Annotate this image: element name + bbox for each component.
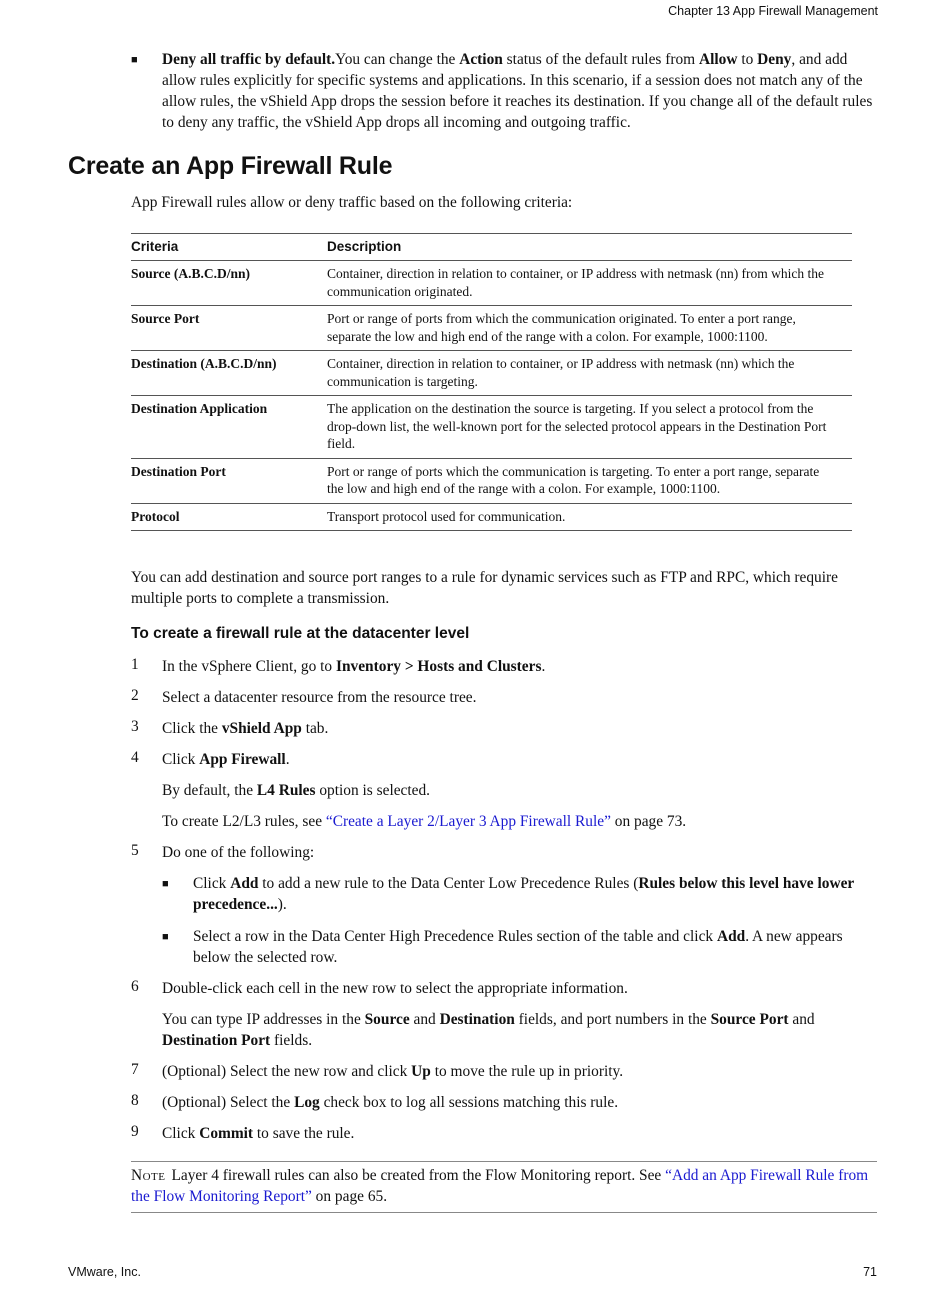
port-ranges-paragraph: You can add destination and source port ranges to a rule for dynamic services such as FTP and RPC, which require multiple ports to complete a transmission.	[131, 569, 838, 607]
step-5-option-a	[193, 873, 883, 915]
text-run: Select a row in the Data Center High Precedence Rules section of the table and click	[193, 928, 717, 945]
ui-term: L4 Rules	[256, 782, 316, 799]
text-run: Click	[162, 751, 200, 768]
text-run: Click	[162, 1125, 200, 1142]
text-run: In the vSphere Client, go to	[162, 658, 336, 675]
description-cell: Port or range of ports from which the communication originated. To enter a port range, separate the low and high end of the range with a colon. For example, 1000:1100.	[327, 306, 852, 351]
text-run: fields.	[270, 1032, 313, 1049]
ui-term: Allow	[699, 51, 738, 68]
ui-term: Add	[230, 875, 259, 892]
text-run: and	[788, 1011, 815, 1028]
step-6: Double-click each cell in the new row to select the appropriate information.	[162, 980, 628, 997]
column-header-criteria: Criteria	[131, 234, 327, 261]
step-3	[162, 718, 882, 739]
step-5: Do one of the following:	[162, 844, 315, 861]
ui-term: Add	[716, 928, 746, 945]
step-number: 1	[131, 656, 139, 673]
bullet-square-icon: ■	[131, 54, 138, 66]
step-4-result	[162, 780, 882, 801]
page-number: 71	[863, 1265, 877, 1279]
flow-monitoring-link[interactable]: “Add an App Firewall Rule from the Flow Monitoring Report”	[131, 1167, 869, 1205]
footer-company: VMware, Inc.	[68, 1265, 141, 1279]
table-row	[131, 306, 852, 351]
criteria-cell: Source (A.B.C.D/nn)	[131, 261, 327, 306]
text-run: . A new appears below the selected row.	[193, 928, 843, 966]
text-run: To create L2/L3 rules, see	[162, 813, 326, 830]
text-run: .	[285, 751, 290, 768]
ui-term: Destination	[439, 1011, 515, 1028]
ui-term: Rules below this level have lower precedence...	[193, 875, 854, 913]
note-box	[131, 1161, 877, 1213]
step-number: 9	[131, 1123, 139, 1140]
text-run: (Optional) Select the	[162, 1094, 295, 1111]
ui-term: vShield App	[221, 720, 302, 737]
table-row	[131, 503, 852, 531]
step-number: 7	[131, 1061, 139, 1078]
criteria-table	[131, 233, 852, 531]
description-cell: Port or range of ports which the communication is targeting. To enter a port range, separate the low and high end of the range with a colon. For example, 1000:1100.	[327, 458, 852, 503]
text-run: By default, the	[162, 782, 257, 799]
step-6-detail	[162, 1009, 882, 1051]
ui-term: Inventory > Hosts and Clusters	[335, 658, 542, 675]
text-run: Click	[193, 875, 231, 892]
text-run: Layer 4 firewall rules can also be created from the Flow Monitoring report. See	[171, 1167, 666, 1184]
table-header-row	[131, 234, 852, 261]
table-row	[131, 261, 852, 306]
table-row	[131, 396, 852, 459]
step-4-crossref	[162, 811, 882, 832]
deny-all-bullet	[162, 49, 882, 133]
criteria-cell: Destination (A.B.C.D/nn)	[131, 351, 327, 396]
text-run: and	[409, 1011, 440, 1028]
text-run: to	[737, 51, 758, 68]
description-cell: Container, direction in relation to container, or IP address with netmask (nn) which the communication is targeting.	[327, 351, 852, 396]
step-number: 6	[131, 978, 139, 995]
step-number: 8	[131, 1092, 139, 1109]
procedure-title: To create a firewall rule at the datacenter level	[131, 625, 470, 642]
text-run: to add a new rule to the Data Center Low Precedence Rules (	[258, 875, 639, 892]
text-run: fields, and port numbers in the	[514, 1011, 711, 1028]
text-run: check box to log all sessions matching this rule.	[319, 1094, 619, 1111]
step-number: 5	[131, 842, 139, 859]
criteria-cell: Source Port	[131, 306, 327, 351]
text-run: (Optional) Select the new row and click	[162, 1063, 412, 1080]
section-intro: App Firewall rules allow or deny traffic based on the following criteria:	[131, 194, 573, 211]
description-cell: Container, direction in relation to container, or IP address with netmask (nn) from which the communication originated.	[327, 261, 852, 306]
step-8	[162, 1092, 882, 1113]
table-row	[131, 351, 852, 396]
description-cell: The application on the destination the source is targeting. If you select a protocol from the drop-down list, the well-known port for the selected protocol appears in the Destination Port field.	[327, 396, 852, 459]
criteria-cell: Destination Port	[131, 458, 327, 503]
text-run: status of the default rules from	[502, 51, 700, 68]
step-1	[162, 656, 882, 677]
text-run: tab.	[301, 720, 329, 737]
step-number: 2	[131, 687, 139, 704]
text-run: to move the rule up in priority.	[430, 1063, 624, 1080]
bullet-square-icon: ■	[162, 878, 169, 890]
text-run: You can type IP addresses in the	[162, 1011, 365, 1028]
step-5-option-b	[193, 926, 883, 968]
ui-term: Deny	[757, 51, 792, 68]
text-run: You can change the	[335, 51, 460, 68]
text-run: , and add allow rules explicitly for specific systems and applications. In this scenario, if a session does not match any of the allow rules, the vShield App drops the session before it reaches its destination. If you change all of the default rules to deny any traffic, the vShield App drops all incoming and outgoing traffic.	[162, 51, 873, 131]
ui-term: Commit	[199, 1125, 254, 1142]
ui-term: Source Port	[710, 1011, 789, 1028]
step-number: 3	[131, 718, 139, 735]
layer2-rule-link[interactable]: “Create a Layer 2/Layer 3 App Firewall Rule”	[325, 813, 611, 830]
criteria-cell: Destination Application	[131, 396, 327, 459]
table-row	[131, 458, 852, 503]
step-9	[162, 1123, 882, 1144]
ui-term: Source	[364, 1011, 410, 1028]
text-run: Click the	[162, 720, 222, 737]
ui-term: Up	[411, 1063, 431, 1080]
ui-term: App Firewall	[199, 751, 286, 768]
text-run: on page 65.	[311, 1188, 388, 1205]
text-run: ).	[277, 896, 287, 913]
step-number: 4	[131, 749, 139, 766]
step-2: Select a datacenter resource from the resource tree.	[162, 689, 477, 706]
ui-term: Action	[459, 51, 503, 68]
column-header-description: Description	[327, 234, 852, 261]
text-run: on page 73.	[610, 813, 687, 830]
ui-term: Destination Port	[162, 1032, 271, 1049]
section-title: Create an App Firewall Rule	[68, 152, 393, 180]
bullet-square-icon: ■	[162, 931, 169, 943]
step-7	[162, 1061, 882, 1082]
running-header: Chapter 13 App Firewall Management	[668, 4, 878, 18]
criteria-cell: Protocol	[131, 503, 327, 531]
text-run: .	[541, 658, 546, 675]
note-label: Note	[131, 1167, 166, 1184]
text-run: option is selected.	[315, 782, 431, 799]
ui-term: Log	[294, 1094, 320, 1111]
text-run: to save the rule.	[253, 1125, 355, 1142]
description-cell: Transport protocol used for communication.	[327, 503, 852, 531]
bullet-lead: Deny all traffic by default.	[162, 51, 336, 68]
step-4	[162, 749, 882, 770]
